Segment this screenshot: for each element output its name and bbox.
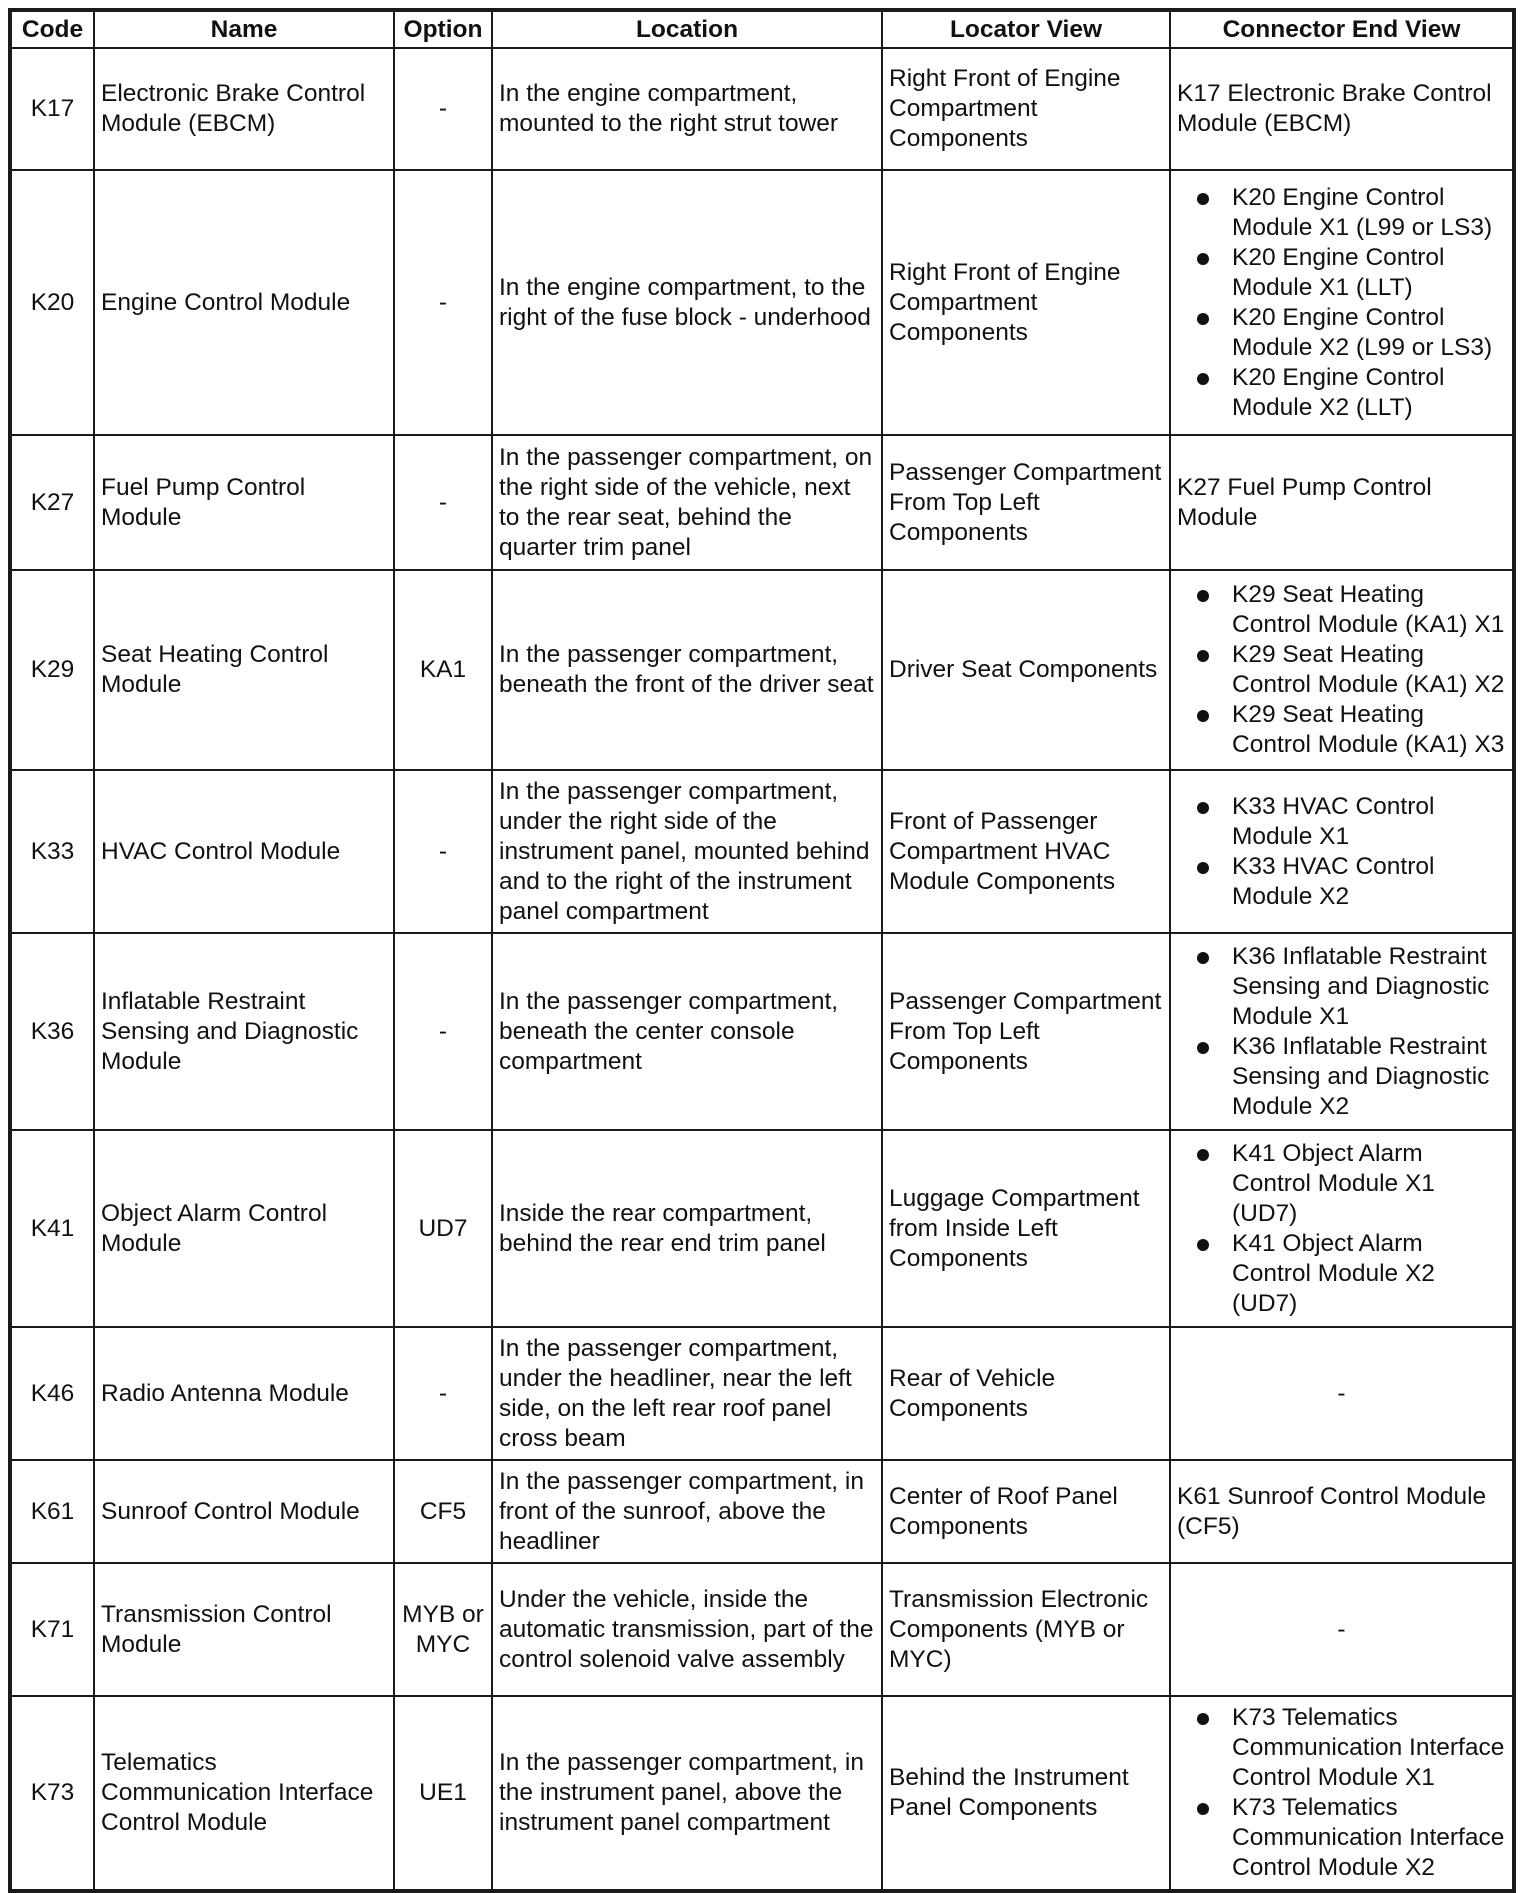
table-row [10,1327,1514,1460]
connector-end-view-cell [1170,1696,1514,1891]
locator-view-cell: Passenger Compartment From Top Left Components [882,435,1170,570]
table-row [10,570,1514,770]
name-cell: Seat Heating Control Module [94,570,394,770]
name-cell: Telematics Communication Interface Control Module [94,1696,394,1891]
locator-view-cell: Right Front of Engine Compartment Components [882,48,1170,170]
connector-list [1177,792,1506,912]
connector-list-item: K73 Telematics Communication Interface Control Module X2 [1187,1793,1506,1883]
locator-view-cell: Luggage Compartment from Inside Left Components [882,1130,1170,1327]
connector-list-item: K33 HVAC Control Module X2 [1187,852,1506,912]
location-cell: In the passenger compartment, under the headliner, near the left side, on the left rear roof panel cross beam [492,1327,882,1460]
name-cell: Engine Control Module [94,170,394,435]
locator-view-cell: Transmission Electronic Components (MYB or MYC) [882,1563,1170,1696]
option-cell: - [394,435,492,570]
connector-list-item: K20 Engine Control Module X1 (LLT) [1187,243,1506,303]
connector-list [1177,942,1506,1122]
locator-view-cell: Front of Passenger Compartment HVAC Module Components [882,770,1170,933]
table-row [10,435,1514,570]
name-cell: Radio Antenna Module [94,1327,394,1460]
code-cell: K36 [10,933,94,1130]
option-cell: - [394,170,492,435]
table-row [10,48,1514,170]
connector-end-view-cell: K27 Fuel Pump Control Module [1170,435,1514,570]
location-cell: In the passenger compartment, in the instrument panel, above the instrument panel compartment [492,1696,882,1891]
locator-view-cell: Right Front of Engine Compartment Components [882,170,1170,435]
header-location: Location [492,10,882,48]
connector-list [1177,183,1506,423]
table-row [10,933,1514,1130]
table-row [10,1563,1514,1696]
connector-list-item: K29 Seat Heating Control Module (KA1) X2 [1187,640,1506,700]
connector-list-item: K36 Inflatable Restraint Sensing and Diagnostic Module X1 [1187,942,1506,1032]
connector-end-view-cell: - [1170,1563,1514,1696]
option-cell: KA1 [394,570,492,770]
component-locator-table [8,8,1516,1893]
code-cell: K46 [10,1327,94,1460]
location-cell: In the passenger compartment, in front of the sunroof, above the headliner [492,1460,882,1563]
connector-list-item: K41 Object Alarm Control Module X2 (UD7) [1187,1229,1506,1319]
connector-list-item: K29 Seat Heating Control Module (KA1) X1 [1187,580,1506,640]
option-cell: UE1 [394,1696,492,1891]
name-cell: Inflatable Restraint Sensing and Diagnostic Module [94,933,394,1130]
location-cell: In the engine compartment, to the right of the fuse block - underhood [492,170,882,435]
option-cell: CF5 [394,1460,492,1563]
connector-end-view-cell [1170,570,1514,770]
connector-list-item: K29 Seat Heating Control Module (KA1) X3 [1187,700,1506,760]
table-row [10,1460,1514,1563]
option-cell: - [394,1327,492,1460]
header-code: Code [10,10,94,48]
locator-view-cell: Driver Seat Components [882,570,1170,770]
code-cell: K27 [10,435,94,570]
code-cell: K73 [10,1696,94,1891]
header-locator-view: Locator View [882,10,1170,48]
name-cell: Transmission Control Module [94,1563,394,1696]
name-cell: Sunroof Control Module [94,1460,394,1563]
name-cell: Object Alarm Control Module [94,1130,394,1327]
locator-view-cell: Rear of Vehicle Components [882,1327,1170,1460]
header-connector-end-view: Connector End View [1170,10,1514,48]
code-cell: K71 [10,1563,94,1696]
code-cell: K29 [10,570,94,770]
connector-end-view-cell: K61 Sunroof Control Module (CF5) [1170,1460,1514,1563]
connector-end-view-cell: - [1170,1327,1514,1460]
connector-list-item: K73 Telematics Communication Interface Control Module X1 [1187,1703,1506,1793]
connector-list-item: K33 HVAC Control Module X1 [1187,792,1506,852]
table-row [10,1130,1514,1327]
location-cell: Under the vehicle, inside the automatic transmission, part of the control solenoid valve assembly [492,1563,882,1696]
connector-end-view-cell [1170,770,1514,933]
locator-view-cell: Behind the Instrument Panel Components [882,1696,1170,1891]
connector-end-view-cell [1170,933,1514,1130]
connector-list-item: K20 Engine Control Module X1 (L99 or LS3) [1187,183,1506,243]
locator-view-cell: Passenger Compartment From Top Left Components [882,933,1170,1130]
table-row [10,1696,1514,1891]
location-cell: In the engine compartment, mounted to the right strut tower [492,48,882,170]
name-cell: Fuel Pump Control Module [94,435,394,570]
location-cell: In the passenger compartment, on the right side of the vehicle, next to the rear seat, behind the quarter trim panel [492,435,882,570]
header-name: Name [94,10,394,48]
location-cell: Inside the rear compartment, behind the rear end trim panel [492,1130,882,1327]
name-cell: Electronic Brake Control Module (EBCM) [94,48,394,170]
connector-list-item: K36 Inflatable Restraint Sensing and Diagnostic Module X2 [1187,1032,1506,1122]
option-cell: - [394,933,492,1130]
header-row [10,10,1514,48]
option-cell: - [394,770,492,933]
code-cell: K33 [10,770,94,933]
table-row [10,770,1514,933]
option-cell: MYB or MYC [394,1563,492,1696]
location-cell: In the passenger compartment, beneath the front of the driver seat [492,570,882,770]
connector-end-view-cell: K17 Electronic Brake Control Module (EBCM) [1170,48,1514,170]
connector-list-item: K20 Engine Control Module X2 (L99 or LS3) [1187,303,1506,363]
connector-list [1177,580,1506,760]
code-cell: K20 [10,170,94,435]
code-cell: K61 [10,1460,94,1563]
location-cell: In the passenger compartment, beneath the center console compartment [492,933,882,1130]
connector-list [1177,1703,1506,1883]
code-cell: K17 [10,48,94,170]
connector-list-item: K41 Object Alarm Control Module X1 (UD7) [1187,1139,1506,1229]
locator-view-cell: Center of Roof Panel Components [882,1460,1170,1563]
table-row [10,170,1514,435]
location-cell: In the passenger compartment, under the right side of the instrument panel, mounted behind and to the right of the instrument panel compartment [492,770,882,933]
header-option: Option [394,10,492,48]
option-cell: UD7 [394,1130,492,1327]
connector-end-view-cell [1170,1130,1514,1327]
code-cell: K41 [10,1130,94,1327]
connector-list-item: K20 Engine Control Module X2 (LLT) [1187,363,1506,423]
option-cell: - [394,48,492,170]
name-cell: HVAC Control Module [94,770,394,933]
connector-list [1177,1139,1506,1319]
connector-end-view-cell [1170,170,1514,435]
